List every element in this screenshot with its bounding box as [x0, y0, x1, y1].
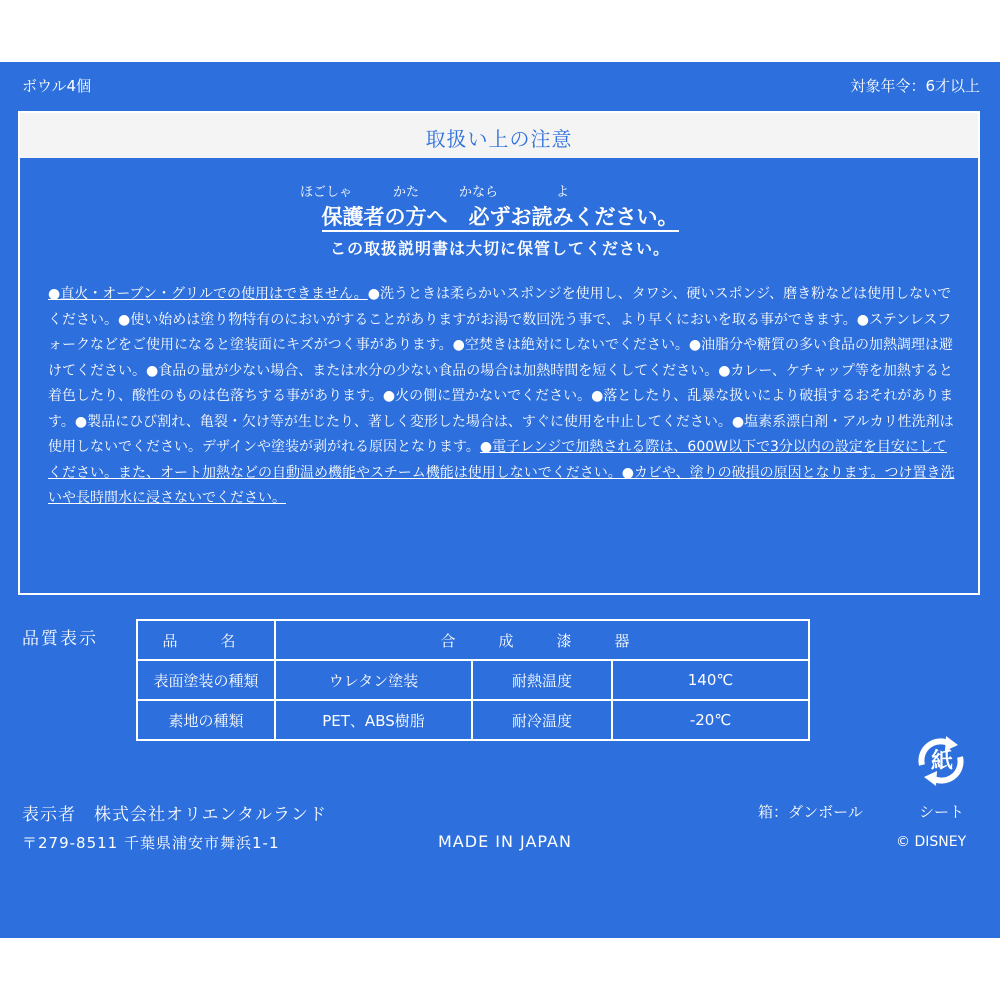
- company-address: 〒279-8511 千葉県浦安市舞浜1-1: [22, 834, 280, 852]
- caution-segment-general: ●洗うときは柔らかいスポンジを使用し、タワシ、硬いスポンジ、磨き粉などは使用しないでください。●使い始めは塗り物特有のにおいがすることがありますがお湯で数回洗う事で、より早くにおいを取る事ができます。●ステンレスフォークなどをご使用になると塗装面にキズがつく事があります。●空焚きは絶対にしないでください。●油脂分や糖質の多い食品の加熱調理は避けてください。●食品の量が少ない場合、または水分の少ない食品の場合は加熱時間を短くしてください。●カレー、ケチャップ等を加熱すると着色したり、酸性のものは色落ちする事があります。●火の側に置かないでください。●落としたり、乱暴な扱いにより破損するおそれがあります。●製品にひび割れ、亀裂・欠け等が生じたり、著しく変形した場合は、すぐに使用を中止してください。●塩素系漂白剤・アルカリ性洗剤は使用しないでください。デザインや塗装が剥がれる原因となります。: [48, 286, 954, 455]
- surface-coating-label: 表面塗装の種類: [137, 660, 275, 700]
- target-age: 対象年令：6才以上: [850, 77, 980, 95]
- ruby-yo: よ: [556, 185, 570, 200]
- notice-title-bar: [20, 113, 978, 158]
- caution-segment-direct-heat: ●直火・オーブン・グリルでの使用はできません。: [48, 286, 368, 302]
- caution-text: [48, 282, 960, 512]
- quality-label: 品質表示: [22, 629, 98, 649]
- base-material-label: 素地の種類: [137, 700, 275, 740]
- item-name-label: 品 名: [137, 620, 275, 660]
- recycle-kanji: 紙: [930, 749, 954, 774]
- notice-subline: この取扱説明書は大切に保管してください。: [329, 239, 670, 258]
- ruby-hogosha: ほごしゃ: [300, 185, 353, 200]
- display-label: 表示者: [22, 805, 76, 825]
- quality-row-surface: [137, 660, 809, 700]
- ruby-kanara: かなら: [459, 185, 499, 200]
- quality-row-material: [137, 700, 809, 740]
- paper-recycle-icon: [912, 732, 970, 790]
- product-quantity: ボウル4個: [22, 77, 92, 95]
- heat-resistance-value: 140℃: [612, 660, 809, 700]
- box-material: 箱：ダンボール: [758, 803, 863, 821]
- base-material-value: PET、ABS樹脂: [275, 700, 472, 740]
- company-name: 株式会社オリエンタルランド: [94, 805, 327, 825]
- caution-segment-microwave: ●電子レンジで加熱される際は、600W以下で3分以内の設定を目安にしてください。また、オート加熱などの自動温め機能やスチーム機能は使用しないでください。●カビや、塗りの破損の原因となります。つけ置き洗いや長時間水に浸さないでください。: [48, 439, 955, 506]
- copyright: © DISNEY: [896, 834, 967, 850]
- surface-coating-value: ウレタン塗装: [275, 660, 472, 700]
- ruby-kata: かた: [393, 185, 420, 200]
- cold-resistance-label: 耐冷温度: [472, 700, 612, 740]
- sheet-material: シート: [919, 803, 965, 821]
- quality-table: [136, 619, 810, 741]
- notice-headline: [0, 201, 1000, 231]
- notice-title: 取扱い上の注意: [425, 127, 573, 151]
- made-in: MADE IN JAPAN: [438, 832, 572, 851]
- quality-row-name: [137, 620, 809, 660]
- cold-resistance-value: -20℃: [612, 700, 809, 740]
- headline-text: 保護者の方へ 必ずお読みください。: [322, 205, 679, 232]
- display-line: [22, 800, 327, 825]
- heat-resistance-label: 耐熱温度: [472, 660, 612, 700]
- item-name-value: 合 成 漆 器: [275, 620, 809, 660]
